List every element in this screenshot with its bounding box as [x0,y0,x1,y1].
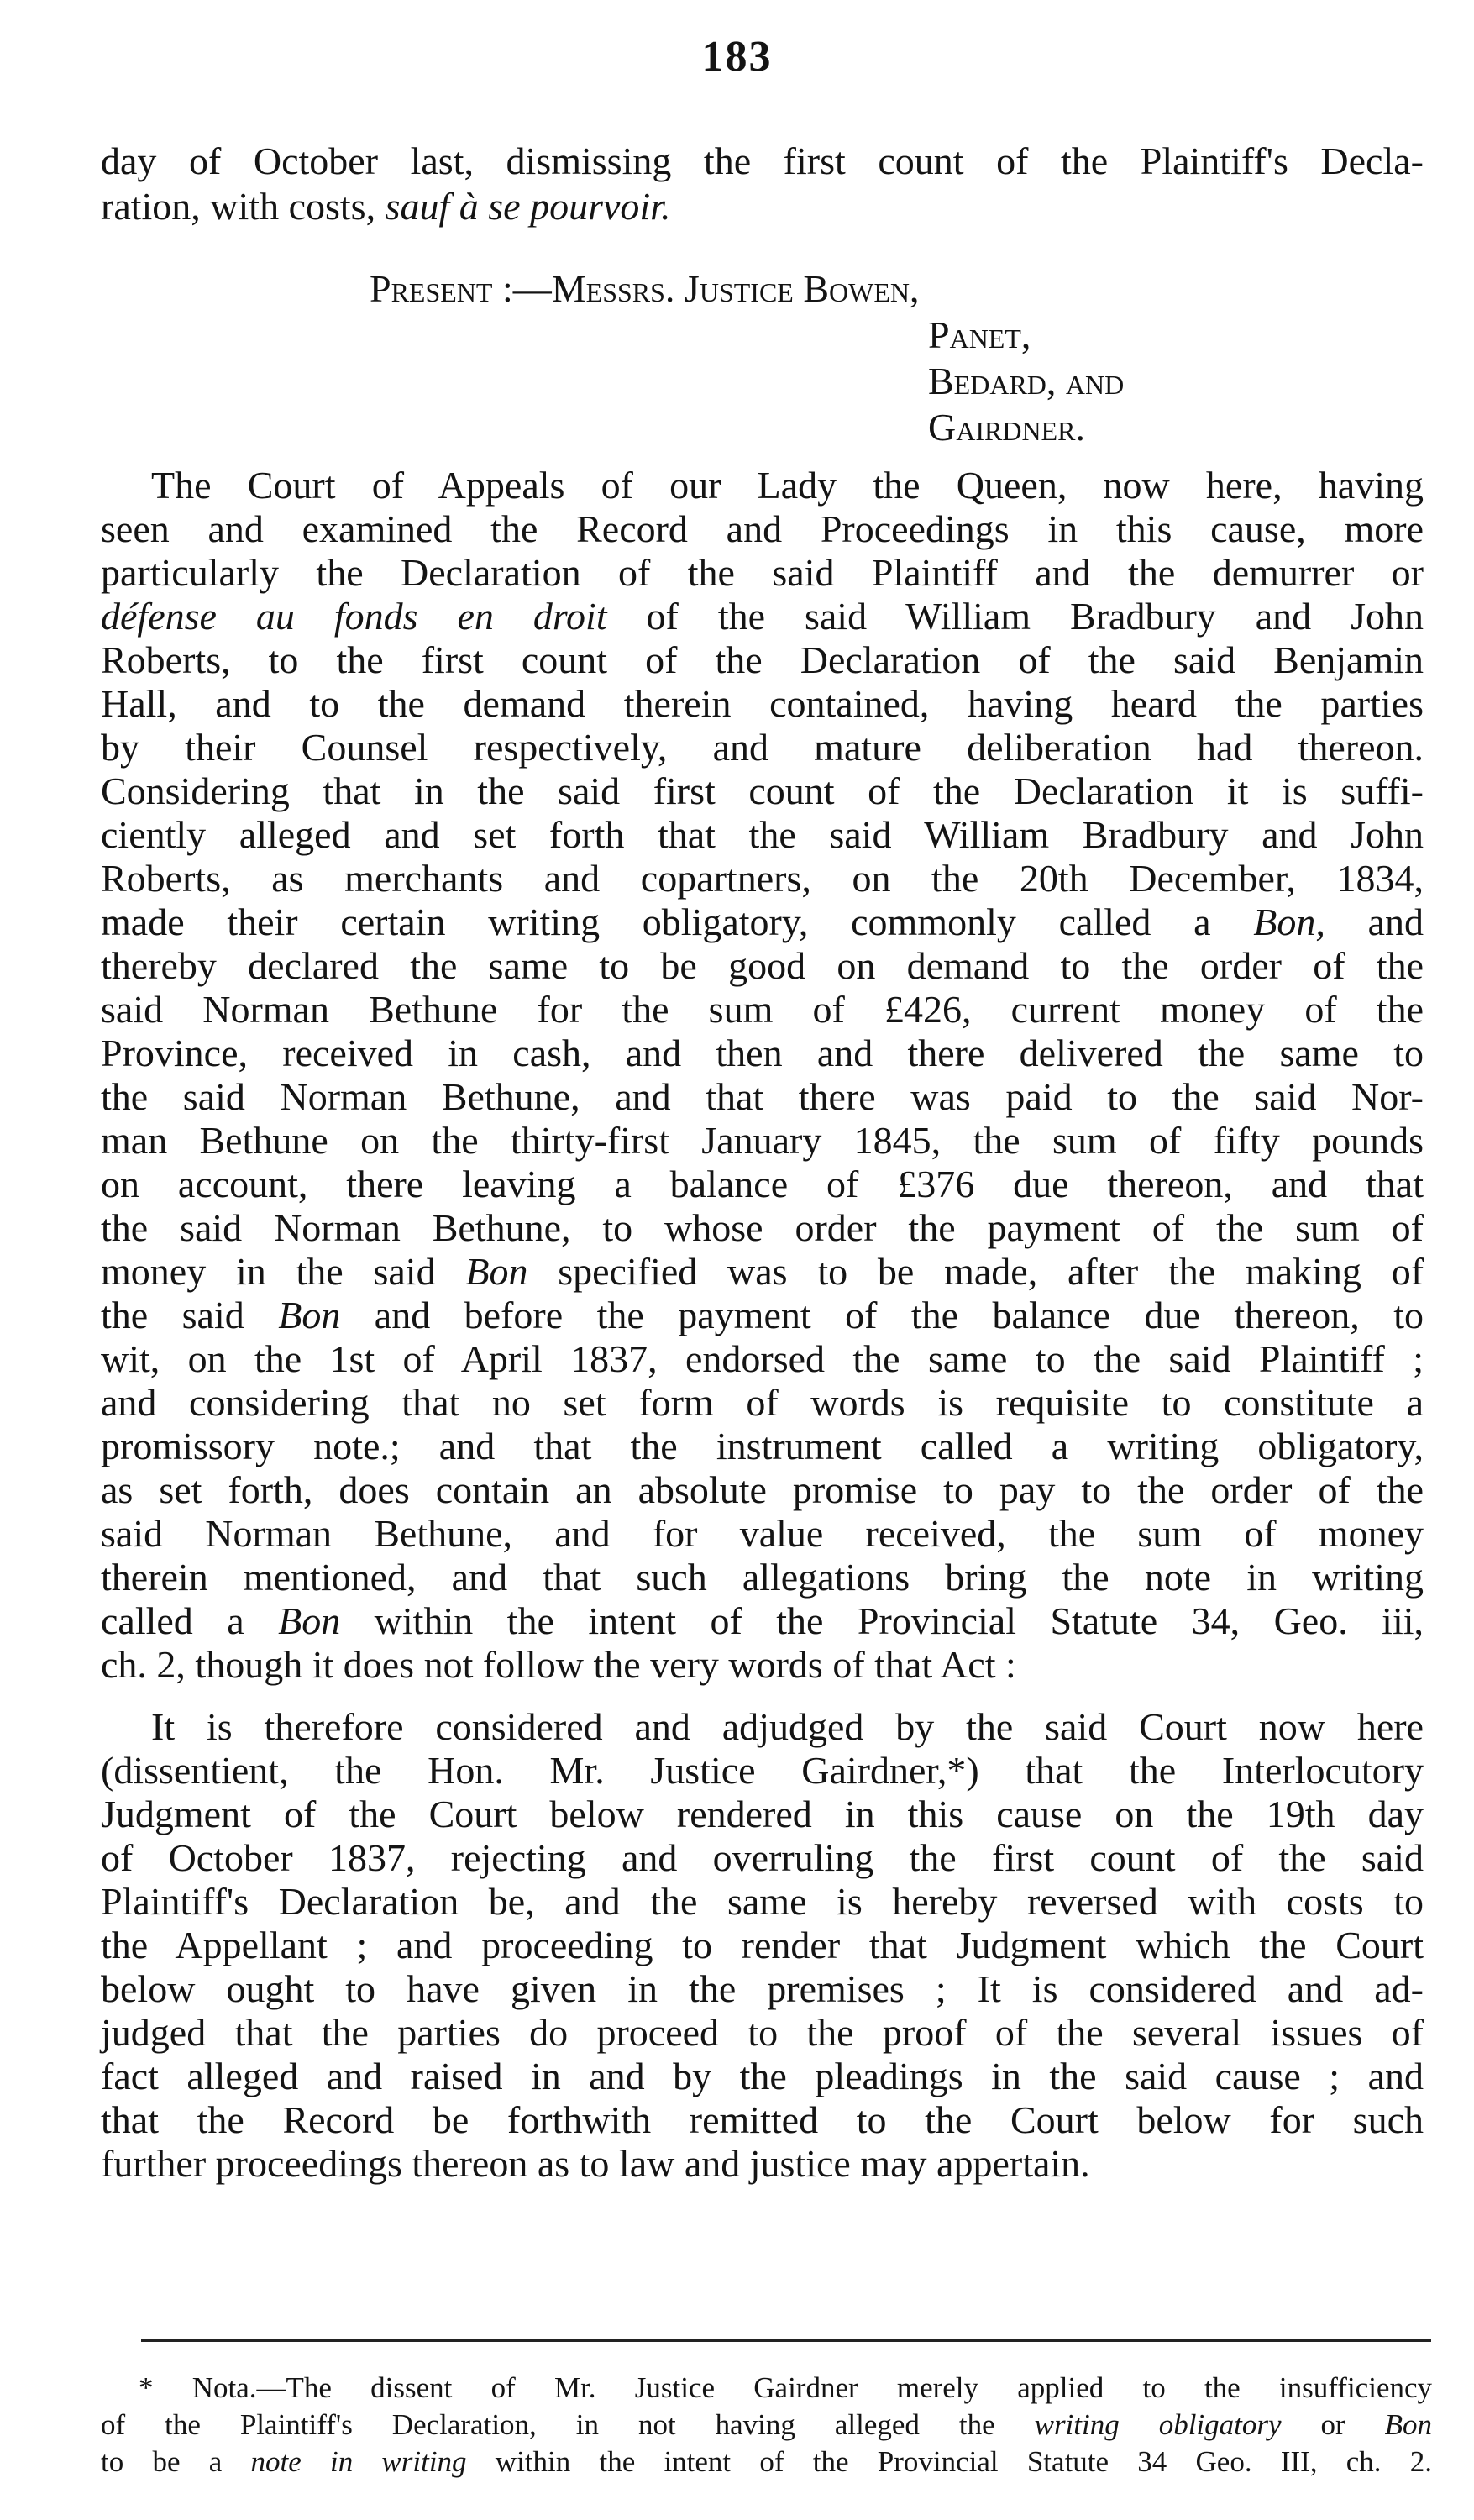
text-line: promissory note.; and that the instrument called a writing obligatory, [101,1425,1424,1467]
text-line: Judgment of the Court below rendered in this cause on the 19th day [101,1793,1424,1835]
text-line: thereby declared the same to be good on demand to the order of the [101,944,1424,987]
text-line: ration, with costs, sauf à se pourvoir. [101,185,671,228]
text-line: as set forth, does contain an absolute promise to pay to the order of the [101,1468,1424,1511]
text-line: (dissentient, the Hon. Mr. Justice Gairdner,*) that the Interlocutory [101,1749,1424,1792]
text-line: money in the said Bon specified was to be made, after the making of [101,1250,1424,1293]
footnote-line: * Nota.—The dissent of Mr. Justice Gairdner merely applied to the insufficiency [139,2371,1432,2404]
text-line: the said Norman Bethune, to whose order the payment of the sum of [101,1206,1424,1249]
italic-phrase: note in writing [250,2445,467,2478]
text-line: said Norman Bethune for the sum of £426, current money of the [101,988,1424,1031]
text-line: by their Counsel respectively, and mature deliberation had thereon. [101,726,1424,769]
text-line: and considering that no set form of words is requisite to constitute a [101,1381,1424,1424]
text-line: the said Bon and before the payment of the balance due thereon, to [101,1294,1424,1336]
text-line: day of October last, dismissing the first count of the Plaintiff's Decla- [101,139,1424,182]
text-line: Roberts, as merchants and copartners, on the 20th December, 1834, [101,857,1424,900]
text-line: Roberts, to the first count of the Declaration of the said Benjamin [101,638,1424,681]
text-line: judged that the parties do proceed to the proof of the several issues of [101,2011,1424,2054]
page-number: 183 [701,33,773,81]
text-line: fact alleged and raised in and by the pleadings in the said cause ; and [101,2055,1424,2097]
italic-phrase: défense au fonds en droit [101,595,607,638]
italic-phrase: Bon [1384,2408,1433,2441]
text-line: man Bethune on the thirty-first January 1845, the sum of fifty pounds [101,1119,1424,1162]
text-line: wit, on the 1st of April 1837, endorsed the same to the said Plaintiff ; [101,1337,1424,1380]
text-line: below ought to have given in the premises ; It is considered and ad- [101,1967,1424,2010]
judge-name: Panet, [928,313,1031,356]
italic-phrase: Bon, [1253,900,1325,943]
italic-phrase: Bon [465,1250,528,1293]
text-line: défense au fonds en droit of the said William Bradbury and John [101,595,1424,638]
italic-phrase: writing obligatory [1034,2408,1282,2441]
text-line: Considering that in the said first count of the Declaration it is suffi- [101,769,1424,812]
text-line: ch. 2, though it does not follow the very words of that Act : [101,1643,1016,1686]
judge-name: Bedard, and [928,360,1125,402]
present-heading: Present :—Messrs. Justice Bowen, [370,267,920,310]
text-line: the Appellant ; and proceeding to render that Judgment which the Court [101,1924,1424,1966]
text-line: seen and examined the Record and Proceedings in this cause, more [101,507,1424,550]
text-line: The Court of Appeals of our Lady the Queen, now here, having [151,464,1424,507]
text-line: the said Norman Bethune, and that there was paid to the said Nor- [101,1075,1424,1118]
text-line: further proceedings thereon as to law and justice may appertain. [101,2142,1090,2185]
text-line: particularly the Declaration of the said Plaintiff and the demurrer or [101,551,1424,594]
italic-phrase: sauf à se pourvoir. [385,185,671,228]
judge-name: Gairdner. [928,406,1085,449]
text-line: Plaintiff's Declaration be, and the same is hereby reversed with costs to [101,1880,1424,1923]
footnote-divider [141,2339,1431,2342]
text-line: called a Bon within the intent of the Provincial Statute 34, Geo. iii, [101,1599,1424,1642]
text-line: made their certain writing obligatory, commonly called a Bon, and [101,900,1424,943]
text-line: It is therefore considered and adjudged by the said Court now here [151,1705,1424,1748]
italic-phrase: Bon [278,1599,341,1642]
text-line: ciently alleged and set forth that the said William Bradbury and John [101,813,1424,856]
text-line: said Norman Bethune, and for value received, the sum of money [101,1512,1424,1555]
footnote-line: to be a note in writing within the intent of the Provincial Statute 34 Geo. III, ch. 2. [101,2445,1432,2478]
italic-phrase: Bon [278,1294,341,1336]
text-line: on account, there leaving a balance of £376 due thereon, and that [101,1163,1424,1205]
text-line: that the Record be forthwith remitted to the Court below for such [101,2098,1424,2141]
footnote-line: of the Plaintiff's Declaration, in not having alleged the writing obligatory or Bon [101,2408,1433,2441]
text-line: Province, received in cash, and then and there delivered the same to [101,1032,1424,1074]
text-line: Hall, and to the demand therein contained, having heard the parties [101,682,1424,725]
text-line: therein mentioned, and that such allegations bring the note in writing [101,1556,1424,1599]
text-line: of October 1837, rejecting and overruling the first count of the said [101,1836,1424,1879]
